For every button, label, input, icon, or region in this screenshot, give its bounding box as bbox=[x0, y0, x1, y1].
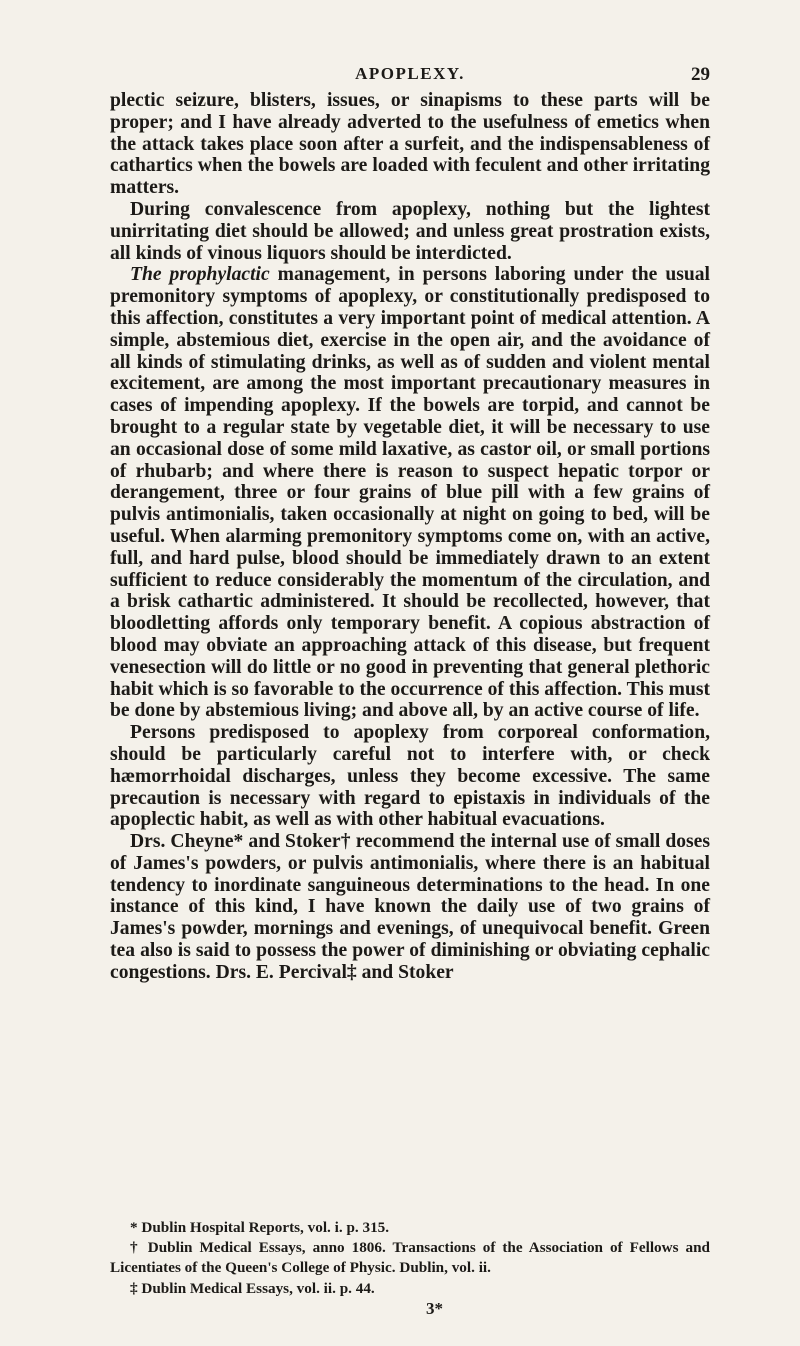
paragraph-3-text: management, in persons laboring under the usual premonitory symptoms of apoplexy, or constitutionally predisposed to this affection, constitutes a very important point of medical attention. A simple, abstemious diet, exercise in the open air, and the avoidance of all kinds of stimulating drinks, as well as of sudden and violent mental excitement, are among the most important precautionary measures in cases of impending apoplexy. If the bowels are torpid, and cannot be brought to a regular state by vegetable diet, it will be necessary to use an occasional dose of some mild laxative, as castor oil, or small portions of rhubarb; and where there is reason to suspect hepatic torpor or derangement, three or four grains of blue pill with a few grains of pulvis antimonialis, taken occasionally at night on going to bed, will be useful. When alarming premonitory symptoms come on, with an active, full, and hard pulse, blood should be immediately drawn to an extent sufficient to reduce considerably the momentum of the circulation, and a brisk cathartic administered. It should be recollected, however, that bloodletting affords only temporary benefit. A copious abstraction of blood may obviate an approaching attack of this disease, but frequent venesection will do little or no good in preventing that general plethoric habit which is so favorable to the occurrence of this affection. This must be done by abstemious living; and above all, by an active course of life. bbox=[110, 264, 711, 722]
paragraph-3 bbox=[110, 264, 710, 722]
paragraph-5: Drs. Cheyne* and Stoker† recommend the internal use of small doses of James's powders, or pulvis antimonialis, where there is an habitual tendency to inordinate sanguineous determinations to the head. In one instance of this kind, I have known the daily use of two grains of James's powder, mornings and evenings, of unequivocal benefit. Green tea also is said to possess the power of diminishing or obviating cephalic congestions. Drs. E. Percival‡ and Stoker bbox=[110, 831, 710, 983]
page-header bbox=[110, 64, 710, 86]
page-number: 29 bbox=[691, 64, 710, 85]
prophylactic-lead: The prophylactic bbox=[130, 264, 270, 286]
footnotes bbox=[110, 1218, 710, 1299]
signature-mark: 3* bbox=[426, 1299, 443, 1318]
footnote-3: ‡ Dublin Medical Essays, vol. ii. p. 44. bbox=[130, 1279, 375, 1297]
paragraph-4: Persons predisposed to apoplexy from corporeal conformation, should be particularly careful not to interfere with, or check hæmorrhoidal discharges, unless they become excessive. The same precaution is necessary with regard to epistaxis in individuals of the apoplectic habit, as well as with other habitual evacuations. bbox=[110, 722, 710, 831]
body-text bbox=[110, 90, 710, 984]
footnote-2: † Dublin Medical Essays, anno 1806. Transactions of the Association of Fellows and Licentiates of the Queen's College of Physic. Dublin, vol. ii. bbox=[110, 1239, 710, 1277]
paragraph-2: During convalescence from apoplexy, nothing but the lightest unirritating diet should be allowed; and unless great prostration exists, all kinds of vinous liquors should be interdicted. bbox=[110, 198, 710, 264]
running-title: APOPLEXY. bbox=[355, 64, 465, 83]
footnote-1: * Dublin Hospital Reports, vol. i. p. 315. bbox=[130, 1219, 390, 1236]
paragraph-1: plectic seizure, blisters, issues, or sinapisms to these parts will be proper; and I have already adverted to the usefulness of emetics when the attack takes place soon after a surfeit, and the indispensableness of cathartics when the bowels are loaded with feculent and other irritating matters. bbox=[110, 90, 710, 199]
